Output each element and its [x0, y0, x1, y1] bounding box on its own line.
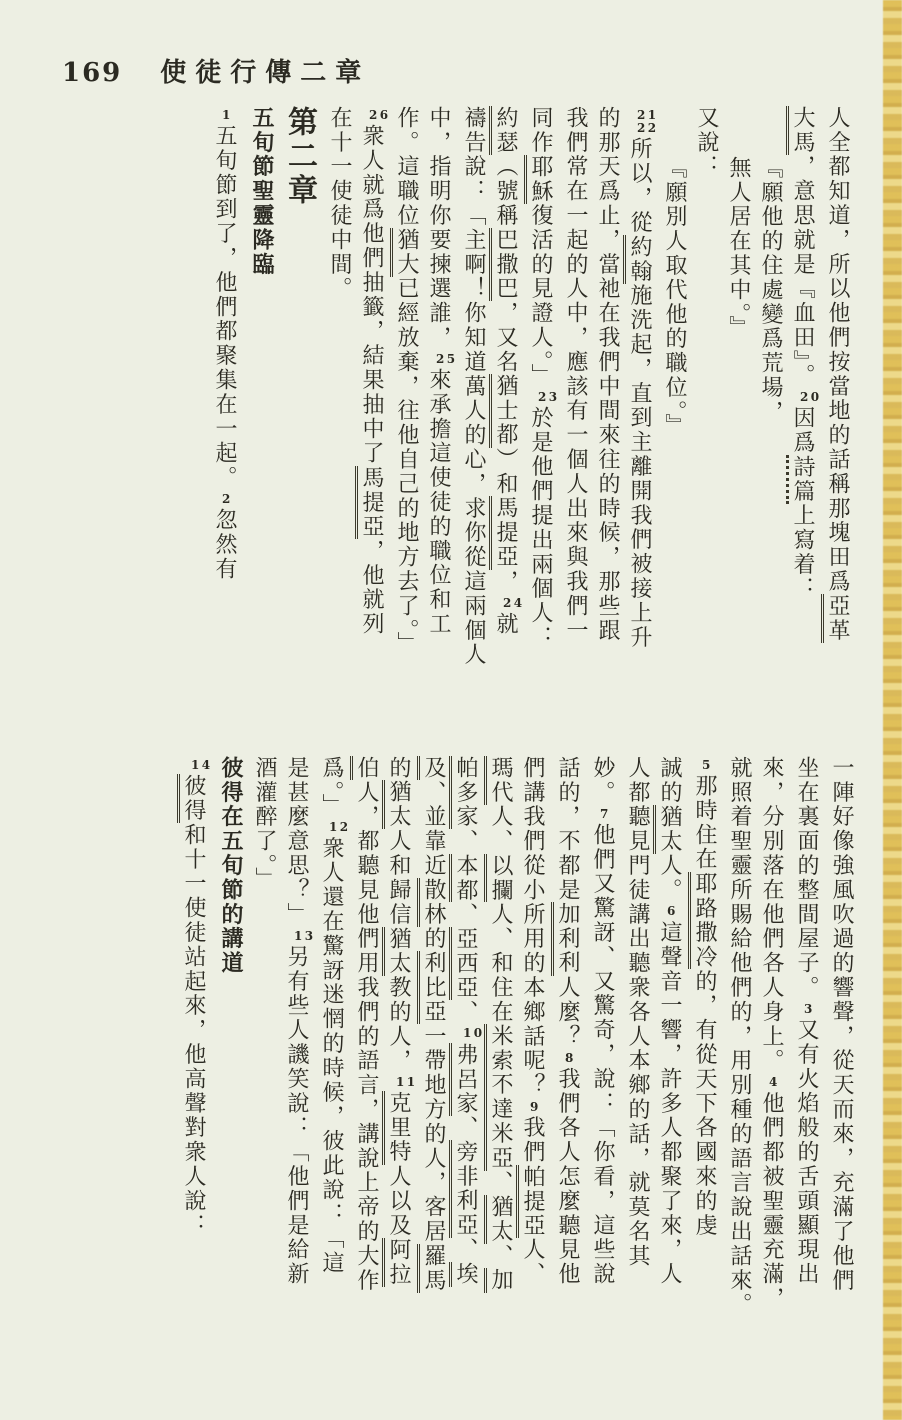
proper-noun-mark: 帕提亞 — [516, 1165, 545, 1238]
page-number: 169 — [62, 58, 123, 88]
text-run: 一陣好像強風吹過的響聲，從天而來，充滿了他們 — [829, 756, 854, 1293]
text-run: 作。這職位 — [394, 106, 419, 228]
verse-number: 14 — [191, 758, 213, 772]
text-column — [528, 106, 560, 751]
section-title: 彼得在五旬節的講道 — [218, 756, 243, 976]
text-run: 人。 — [657, 853, 682, 903]
verse-number: 1 — [222, 108, 233, 122]
text-column — [663, 106, 685, 751]
proper-noun-mark: 猶士都 — [489, 374, 518, 447]
proper-noun-mark: 猶太 — [653, 805, 682, 854]
text-column — [359, 106, 391, 751]
text-column — [727, 106, 749, 751]
text-column — [760, 756, 785, 1401]
text-run: 人全都知道，所以他們按當地的話稱那塊田爲 — [825, 106, 850, 594]
text-column — [591, 756, 616, 1401]
text-run: 又說： — [694, 106, 719, 180]
proper-noun-mark: 伯 — [350, 756, 379, 780]
text-column — [521, 756, 546, 1401]
proper-noun-mark: 本都 — [449, 854, 478, 903]
text-column — [556, 756, 581, 1401]
proper-noun-mark: 加利利 — [551, 902, 580, 975]
text-column — [213, 106, 238, 751]
text-column — [626, 756, 648, 1401]
text-run: 是甚麼意思？」 — [284, 756, 309, 927]
verse-number: 5 — [702, 758, 713, 772]
text-run: 的 — [386, 756, 411, 781]
text-run: 另有些人譏笑說：「他們是給新 — [284, 945, 309, 1287]
text-column — [596, 106, 618, 751]
proper-noun-mark: 耶路撒冷 — [688, 872, 717, 970]
text-run: 來承擔這使徒的職位和工 — [426, 368, 451, 637]
text-run: 所以，從 — [627, 137, 652, 235]
text-run: 又有火焰般的舌頭顯現出 — [794, 1018, 819, 1287]
proper-noun-mark: 猶太 — [382, 780, 411, 829]
text-run: 、 — [488, 1170, 513, 1196]
text-run: 我們 — [520, 1115, 545, 1165]
proper-noun-mark: 瑪代 — [484, 756, 513, 805]
proper-noun-mark: 彼得 — [177, 774, 206, 823]
text-column — [693, 756, 718, 1401]
verse-number: 21 22 — [637, 108, 659, 136]
text-run: 的，有從天下各國來的虔 — [692, 969, 717, 1238]
text-run: 我們各人怎麼聽見他 — [555, 1067, 580, 1287]
text-column — [181, 756, 213, 1401]
text-column — [728, 756, 750, 1401]
verse-number: 9 — [530, 1099, 541, 1114]
proper-noun-mark: 約翰 — [623, 235, 652, 284]
text-column — [658, 756, 683, 1401]
proper-noun-mark: 猶太 — [382, 927, 411, 976]
text-run: 他們又驚訝、又驚奇，說：「你看，這些說 — [590, 823, 615, 1287]
text-run: 那時住在 — [692, 774, 717, 872]
verse-number: 11 — [396, 1075, 418, 1090]
text-run: 『願他的住處變爲荒場， — [758, 156, 783, 425]
verse-number: 12 — [329, 820, 351, 835]
text-run: 教的人， — [386, 975, 411, 1074]
text-run: 、 — [453, 1115, 478, 1141]
proper-noun-mark: 埃 — [449, 1262, 478, 1286]
text-run: 人，都聽見他們用我們的語言，講說上帝的大作 — [354, 780, 379, 1293]
text-column — [790, 106, 822, 751]
text-run: 、 — [453, 829, 478, 854]
verse-number: 2 — [222, 492, 233, 507]
proper-noun-mark: 帕多家 — [449, 756, 478, 829]
text-run: 於是他們提出兩個人： — [528, 406, 553, 651]
text-run: 、 — [453, 1000, 478, 1025]
proper-noun-mark: 馬提亞 — [355, 466, 384, 539]
text-run: 在十一使徒中間。 — [327, 106, 352, 302]
proper-noun-mark: 亞西亞 — [449, 927, 478, 1000]
text-run: （號稱 — [493, 154, 518, 229]
text-run: 們講我們從小所用的本鄉話呢？ — [520, 756, 545, 1098]
text-run: 坐在裏面的整間屋子。 — [794, 756, 819, 1000]
book-title-mark: 詩篇 — [786, 455, 815, 504]
text-run: 禱告說：「主啊！你知道萬人的心，求你從這兩個人 — [461, 106, 486, 668]
text-run: 一帶地方的人，客居 — [421, 1024, 446, 1245]
text-column — [489, 756, 511, 1401]
proper-noun-mark: 巴撒巴 — [489, 228, 518, 301]
text-column — [395, 106, 417, 751]
text-column — [319, 756, 351, 1401]
text-run: 、 — [453, 902, 478, 927]
verse-number: 7 — [600, 806, 611, 821]
proper-noun-mark: 約瑟 — [489, 106, 518, 155]
proper-noun-mark: 利比亞 — [417, 951, 446, 1024]
proper-noun-mark: 馬提亞 — [489, 496, 518, 569]
proper-noun-mark: 及 — [417, 756, 446, 780]
text-run: 無人居在其中。』 — [726, 156, 751, 341]
text-run: 同作 — [528, 106, 553, 155]
text-run: ）和 — [493, 447, 518, 497]
text-run: 妙。 — [590, 756, 615, 805]
text-run: 人、 — [488, 804, 513, 854]
text-column — [426, 106, 458, 751]
text-column — [795, 756, 820, 1401]
proper-noun-mark: 旁非利亞 — [449, 1140, 478, 1238]
text-run: 這聲音一響，許多人都聚了來，人 — [657, 920, 682, 1287]
text-run: 忽然有 — [212, 508, 237, 582]
text-column — [462, 106, 484, 751]
proper-noun-mark: 大馬 — [786, 106, 815, 155]
text-run: 我們常在一起的人中，應該有一個人出來與我們一 — [563, 106, 588, 643]
proper-noun-mark: 加 — [484, 1268, 513, 1292]
text-run: ，意思就是『血田』。 — [790, 154, 815, 388]
verse-number: 6 — [667, 904, 678, 919]
text-run: 、 — [488, 1244, 513, 1269]
text-run: 話的，不都是 — [555, 756, 580, 903]
text-run: ，他就列 — [359, 539, 384, 637]
verse-number: 8 — [565, 1050, 576, 1065]
verse-number: 3 — [804, 1002, 815, 1016]
text-run: 已經放棄，往他自己的地方去了。」 — [394, 276, 419, 657]
chapter-title: 第二章 — [282, 106, 317, 208]
text-run: 人、和住在 — [488, 902, 513, 1025]
text-column — [422, 756, 444, 1401]
text-run: 、 — [453, 1237, 478, 1263]
text-run: 和十一使徒站起來，他高聲對衆人說： — [181, 823, 206, 1238]
proper-noun-mark: 亞革 — [821, 594, 850, 643]
verse-number: 23 — [538, 389, 560, 404]
proper-noun-mark: 猶太 — [484, 1195, 513, 1244]
proper-noun-mark: 克里特 — [382, 1091, 411, 1164]
text-column — [453, 756, 485, 1401]
text-column — [253, 756, 275, 1401]
text-run: 的那天爲止，當祂在我們中間來往的時候，那些跟 — [595, 106, 620, 643]
text-run: 爲。」 — [319, 756, 344, 819]
text-run: 衆人就爲他們抽籤，結果抽中了 — [359, 124, 384, 466]
verse-number: 4 — [769, 1075, 780, 1090]
text-run: 中，指明你要揀選誰， — [426, 106, 451, 350]
text-run: 誠的 — [657, 756, 682, 805]
text-column — [564, 106, 586, 751]
text-column — [284, 756, 316, 1401]
text-run: 『願別人取代他的職位。』 — [662, 156, 687, 438]
verse-number: 13 — [294, 928, 316, 943]
text-run: 上寫着： — [790, 503, 815, 602]
text-run: 的 — [421, 926, 446, 952]
verse-number: 26 — [369, 108, 391, 122]
text-run: 他們都被聖靈充滿， — [759, 1091, 784, 1311]
text-run: 人麼？ — [555, 975, 580, 1049]
proper-noun-mark: 羅馬 — [417, 1244, 446, 1293]
text-run: 酒灌醉了。」 — [252, 756, 277, 892]
text-run: 就 — [493, 612, 518, 637]
upper-text-block — [203, 106, 858, 751]
text-column — [759, 106, 781, 751]
proper-noun-mark: 散林 — [417, 878, 446, 927]
running-title: 使徒行傳二章 — [160, 58, 371, 88]
text-column — [627, 106, 659, 751]
verse-number: 25 — [436, 352, 458, 366]
text-run: 復活的見證人。」 — [528, 203, 553, 388]
text-column — [830, 756, 852, 1401]
text-run: 衆人還在驚訝迷惘的時候，彼此說：「這 — [319, 836, 344, 1276]
text-run: 人和歸信 — [386, 829, 411, 927]
text-column — [328, 106, 350, 751]
proper-noun-mark: 米索不達米亞 — [484, 1024, 513, 1170]
text-run: 人以及 — [386, 1164, 411, 1238]
page-header — [62, 52, 370, 89]
text-run: 施洗起，直到主離開我們被接上升 — [627, 283, 652, 650]
text-run: 因爲 — [790, 406, 815, 455]
lower-text-block — [172, 756, 862, 1401]
text-column — [826, 106, 848, 751]
text-run: 五旬節到了，他們都聚集在一起。 — [212, 124, 237, 491]
text-run: ，又名 — [493, 301, 518, 375]
proper-noun-mark: 弗呂家 — [449, 1043, 478, 1116]
text-column — [386, 756, 418, 1401]
text-column — [493, 106, 525, 751]
proper-noun-mark: 猶大 — [390, 228, 419, 277]
verse-number: 10 — [463, 1026, 485, 1041]
verse-number: 24 — [503, 596, 525, 611]
verse-number: 20 — [800, 389, 822, 404]
text-run: 人、 — [520, 1237, 545, 1287]
text-run: 人都聽見門徒講出聽衆各人本鄉的話，就莫名其 — [625, 756, 650, 1269]
text-column — [355, 756, 377, 1401]
text-run: 、並靠近 — [421, 780, 446, 879]
proper-noun-mark: 耶穌 — [524, 155, 553, 204]
proper-noun-mark: 以攔 — [484, 854, 513, 903]
scan-edge-artifact — [883, 0, 902, 1420]
text-run: 就照着聖靈所賜給他們的，用別種的語言說出話來。 — [727, 756, 752, 1318]
section-title: 五旬節聖靈降臨 — [249, 106, 274, 277]
text-run: ， — [493, 569, 518, 595]
text-run: 來，分別落在他們各人身上。 — [759, 756, 784, 1074]
text-column — [695, 106, 717, 751]
proper-noun-mark: 阿拉 — [382, 1238, 411, 1287]
